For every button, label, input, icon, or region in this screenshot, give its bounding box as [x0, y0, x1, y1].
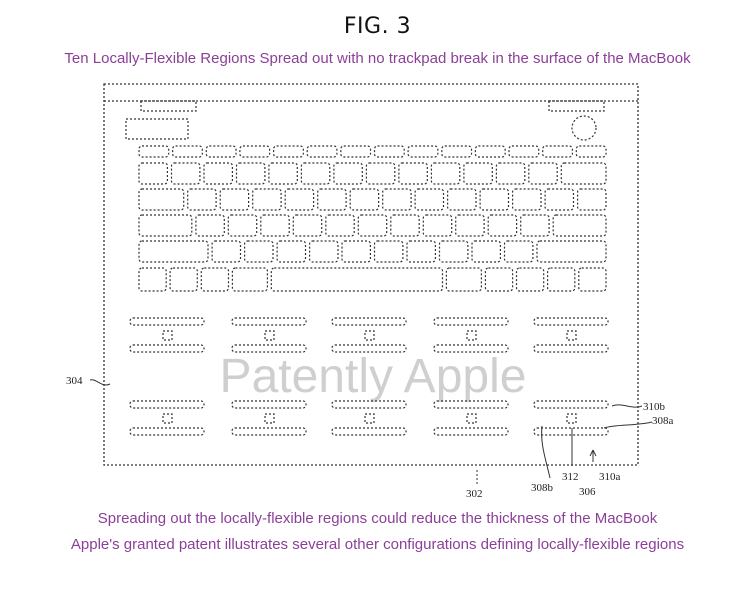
caption-top: Ten Locally-Flexible Regions Spread out with no trackpad break in the surface of the MacBook: [64, 50, 691, 67]
keyboard-key: [366, 163, 394, 184]
keyboard-key: [212, 241, 240, 262]
keyboard-key: [442, 146, 472, 157]
keyboard-key: [480, 189, 508, 210]
keyboard-key: [399, 163, 427, 184]
keyboard-key: [496, 163, 524, 184]
keyboard-key: [513, 189, 541, 210]
flex-region-lower-strip: [130, 428, 204, 435]
flex-region-lower-strip: [232, 428, 306, 435]
keyboard-key: [342, 241, 370, 262]
keyboard-key: [139, 189, 184, 210]
keyboard-key: [488, 215, 516, 236]
keyboard-key: [576, 146, 606, 157]
keyboard-key: [505, 241, 533, 262]
keyboard: [139, 146, 606, 291]
keyboard-key: [446, 268, 481, 291]
leader-304: [90, 380, 110, 385]
ref-306: 306: [579, 486, 596, 498]
keyboard-key: [293, 215, 321, 236]
flex-region-upper-strip: [534, 318, 608, 325]
keyboard-key: [253, 189, 281, 210]
flex-region-lower-strip: [434, 428, 508, 435]
keyboard-key: [139, 215, 192, 236]
ref-308a: 308a: [652, 415, 674, 427]
keyboard-key: [232, 268, 267, 291]
keyboard-key: [245, 241, 273, 262]
keyboard-key: [271, 268, 442, 291]
keyboard-key: [173, 146, 203, 157]
flex-region-lower-strip: [130, 345, 204, 352]
keyboard-key: [274, 146, 304, 157]
flex-region-lower-strip: [534, 345, 608, 352]
keyboard-key: [475, 146, 505, 157]
flex-region-upper-strip: [232, 318, 306, 325]
keyboard-key: [188, 189, 216, 210]
keyboard-key: [415, 189, 443, 210]
keyboard-key: [464, 163, 492, 184]
keyboard-key: [408, 146, 438, 157]
keyboard-key: [456, 215, 484, 236]
figure-title: FIG. 3: [343, 14, 412, 39]
keyboard-key: [240, 146, 270, 157]
keyboard-key: [579, 268, 606, 291]
keyboard-key: [485, 268, 512, 291]
keyboard-key: [206, 146, 236, 157]
keyboard-key: [201, 268, 228, 291]
flex-region-center-element: [163, 331, 172, 340]
keyboard-key: [220, 189, 248, 210]
keyboard-key: [543, 146, 573, 157]
keyboard-key: [310, 241, 338, 262]
keyboard-key: [318, 189, 346, 210]
keyboard-key: [139, 268, 166, 291]
flex-region-lower-strip: [534, 428, 608, 435]
keyboard-key: [423, 215, 451, 236]
keyboard-key: [578, 189, 606, 210]
keyboard-key: [269, 163, 297, 184]
keyboard-key: [407, 241, 435, 262]
keyboard-key: [440, 241, 468, 262]
keyboard-key: [521, 215, 549, 236]
keyboard-key: [172, 163, 200, 184]
flex-region-upper-strip: [534, 401, 608, 408]
hinge-tab-left: [141, 101, 196, 111]
flex-region-center-element: [567, 414, 576, 423]
flex-region-center-element: [567, 331, 576, 340]
keyboard-key: [561, 163, 606, 184]
ref-310a: 310a: [599, 471, 621, 483]
keyboard-key: [517, 268, 544, 291]
keyboard-key: [350, 189, 378, 210]
leader-308b: [542, 426, 550, 478]
keyboard-key: [285, 189, 313, 210]
keyboard-key: [553, 215, 606, 236]
keyboard-key: [261, 215, 289, 236]
watermark: Patently Apple: [219, 350, 527, 403]
caption-bottom-1: Spreading out the locally-flexible regions could reduce the thickness of the MacBook: [97, 510, 658, 527]
keyboard-key: [307, 146, 337, 157]
keyboard-key: [391, 215, 419, 236]
keyboard-key: [196, 215, 224, 236]
keyboard-key: [509, 146, 539, 157]
flex-region-center-element: [265, 331, 274, 340]
keyboard-key: [375, 146, 405, 157]
keyboard-key: [448, 189, 476, 210]
keyboard-key: [383, 189, 411, 210]
keyboard-key: [170, 268, 197, 291]
keyboard-key: [341, 146, 371, 157]
ref-308b: 308b: [531, 482, 553, 494]
keyboard-key: [334, 163, 362, 184]
keyboard-key: [529, 163, 557, 184]
keyboard-key: [139, 146, 169, 157]
keyboard-key: [472, 241, 500, 262]
ref-312: 312: [562, 471, 579, 483]
keyboard-key: [237, 163, 265, 184]
leader-308a: [604, 422, 652, 428]
flex-region-center-element: [265, 414, 274, 423]
flex-region-center-element: [365, 414, 374, 423]
flex-region-upper-strip: [434, 318, 508, 325]
ref-304: 304: [66, 375, 83, 387]
flex-region-upper-strip: [130, 318, 204, 325]
keyboard-key: [548, 268, 575, 291]
flex-region-center-element: [467, 414, 476, 423]
flex-region-center-element: [467, 331, 476, 340]
hinge-tab-right: [549, 101, 604, 111]
flex-region-upper-strip: [130, 401, 204, 408]
keyboard-key: [139, 163, 167, 184]
keyboard-key: [301, 163, 329, 184]
keyboard-key: [358, 215, 386, 236]
ref-310b: 310b: [643, 401, 665, 413]
keyboard-key: [537, 241, 606, 262]
keyboard-key: [431, 163, 459, 184]
keyboard-key: [204, 163, 232, 184]
keyboard-key: [545, 189, 573, 210]
top-left-sensor: [126, 119, 188, 139]
caption-bottom-2: Apple's granted patent illustrates several other configurations defining locally-flexible regions: [70, 536, 685, 553]
ref-302: 302: [466, 488, 483, 500]
keyboard-key: [375, 241, 403, 262]
keyboard-key: [277, 241, 305, 262]
keyboard-key: [326, 215, 354, 236]
flex-region-upper-strip: [332, 318, 406, 325]
flex-region-lower-strip: [332, 428, 406, 435]
keyboard-key: [139, 241, 208, 262]
flex-region-center-element: [163, 414, 172, 423]
power-button: [572, 116, 596, 140]
flex-region-center-element: [365, 331, 374, 340]
keyboard-key: [228, 215, 256, 236]
